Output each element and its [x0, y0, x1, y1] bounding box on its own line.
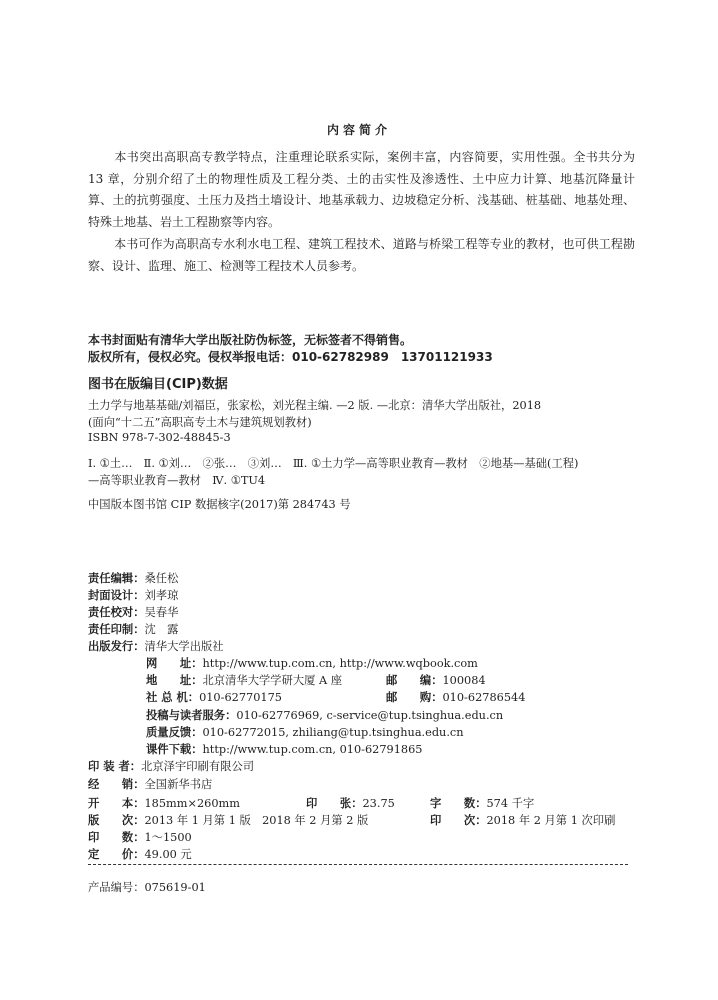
credit-address	[146, 672, 342, 688]
cip-isbn: ISBN 978-7-302-48845-3	[88, 431, 231, 444]
credit-switchboard-value: 010-62770175	[199, 691, 282, 704]
credit-word-count-value: 574 千字	[486, 797, 535, 810]
credit-print-run	[88, 829, 192, 845]
divider	[88, 864, 628, 865]
credit-courseware	[146, 741, 423, 757]
credit-cover-value: 刘孝琼	[144, 589, 179, 602]
credit-quality-feedback-value: 010-62772015, zhiliang@tup.tsinghua.edu.cn	[202, 726, 464, 739]
credit-submission-value: 010-62776969, c-service@tup.tsinghua.edu.cn	[236, 709, 504, 722]
credit-courseware-label: 课件下载：	[146, 743, 203, 756]
credit-website-label: 网 址：	[146, 657, 203, 670]
credit-editor	[88, 570, 178, 586]
product-code-value: 075619-01	[144, 881, 206, 894]
product-code	[88, 879, 206, 895]
credit-mail-order	[386, 689, 525, 705]
credit-format	[88, 795, 240, 811]
credit-publisher-label: 出版发行：	[88, 640, 145, 653]
credit-edition-value: 2013 年 1 月第 1 版 2018 年 2 月第 2 版	[144, 814, 369, 827]
credit-website-value: http://www.tup.com.cn, http://www.wqbook.com	[202, 657, 478, 670]
summary-title: 内容简介	[326, 123, 391, 137]
cip-series-line: (面向“十二五”高职高专土木与建筑规划教材)	[88, 416, 312, 429]
credit-address-value: 北京清华大学学研大厦 A 座	[202, 674, 343, 687]
credit-distributor-label: 经 销：	[88, 778, 145, 791]
credit-printer-label: 印 装 者：	[88, 760, 142, 773]
credit-sheets-value: 23.75	[362, 797, 395, 810]
cip-title-line: 土力学与地基基础/刘福臣，张家松，刘光程主编. —2 版. —北京：清华大学出版社，2018	[88, 399, 542, 412]
credit-submission-label: 投稿与读者服务：	[146, 709, 237, 722]
credit-impression-value: 2018 年 2 月第 1 次印刷	[486, 814, 616, 827]
credit-impression-label: 印 次：	[430, 814, 487, 827]
credit-distributor	[88, 776, 212, 792]
credit-format-label: 开 本：	[88, 797, 145, 810]
credit-printer-value: 北京泽宇印刷有限公司	[141, 760, 255, 773]
credit-submission	[146, 707, 503, 723]
credit-address-label: 地 址：	[146, 674, 203, 687]
credit-mail-order-value: 010-62786544	[442, 691, 526, 704]
credit-zip	[386, 672, 486, 688]
summary-paragraph-1-text: 本书突出高职高专教学特点，注重理论联系实际，案例丰富，内容简要，实用性强。全书共分为 13 章，分别介绍了土的物理性质及工程分类、土的击实性及渗透性、土中应力计算、地基沉降量计算、土的抗剪强度、土压力及挡土墙设计、地基承载力、边坡稳定分析、浅基础、桩基础、地基处理、特殊土地基、岩土工程勘察等内容。	[88, 150, 635, 230]
credit-printing	[88, 621, 178, 637]
credit-switchboard	[146, 689, 282, 705]
credit-word-count	[430, 795, 534, 811]
credit-sheets-label: 印 张：	[306, 797, 363, 810]
copyright-notice: 版权所有，侵权必究。侵权举报电话：010-62782989 13701121933	[88, 350, 493, 364]
cip-classification-2: —高等职业教育—教材 Ⅳ. ①TU4	[88, 474, 266, 487]
credit-zip-label: 邮 编：	[386, 674, 443, 687]
credit-courseware-value: http://www.tup.com.cn, 010-62791865	[202, 743, 423, 756]
credit-editor-label: 责任编辑：	[88, 572, 145, 585]
credit-website	[146, 655, 478, 671]
credit-mail-order-label: 邮 购：	[386, 691, 443, 704]
credit-edition	[88, 812, 368, 828]
credit-printing-label: 责任印制：	[88, 623, 145, 636]
credit-publisher	[88, 638, 224, 654]
credit-cover	[88, 587, 178, 603]
anti-counterfeit-notice: 本书封面贴有清华大学出版社防伪标签，无标签者不得销售。	[88, 333, 413, 347]
credit-switchboard-label: 社 总 机：	[146, 691, 200, 704]
summary-paragraph-2	[88, 234, 635, 277]
credit-cover-label: 封面设计：	[88, 589, 145, 602]
credit-distributor-value: 全国新华书店	[144, 778, 213, 791]
product-code-label: 产品编号：	[88, 881, 145, 894]
credit-proofreader-label: 责任校对：	[88, 606, 145, 619]
credit-proofreader-value: 吴春华	[144, 606, 179, 619]
credit-print-run-label: 印 数：	[88, 831, 145, 844]
credit-editor-value: 桑任松	[144, 572, 179, 585]
summary-paragraph-2-text: 本书可作为高职高专水利水电工程、建筑工程技术、道路与桥梁工程等专业的教材，也可供工程勘察、设计、监理、施工、检测等工程技术人员参考。	[88, 237, 635, 273]
credit-proofreader	[88, 604, 178, 620]
credit-price-value: 49.00 元	[144, 848, 192, 861]
credit-zip-value: 100084	[442, 674, 486, 687]
cip-classification-1: Ⅰ. ①土… Ⅱ. ①刘… ②张… ③刘… Ⅲ. ①土力学—高等职业教育—教材 ②地基—基础(工程)	[88, 457, 579, 470]
credit-word-count-label: 字 数：	[430, 797, 487, 810]
credit-impression	[430, 812, 615, 828]
cip-heading: 图书在版编目(CIP)数据	[88, 377, 228, 392]
credit-sheets	[306, 795, 395, 811]
summary-paragraph-1	[88, 147, 635, 234]
credit-edition-label: 版 次：	[88, 814, 145, 827]
credit-price-label: 定 价：	[88, 848, 145, 861]
cip-record-number: 中国版本图书馆 CIP 数据核字(2017)第 284743 号	[88, 498, 351, 511]
credit-publisher-value: 清华大学出版社	[144, 640, 224, 653]
credit-printer	[88, 758, 254, 774]
credit-quality-feedback	[146, 724, 464, 740]
credit-price	[88, 846, 192, 862]
credit-print-run-value: 1～1500	[144, 831, 192, 844]
credit-quality-feedback-label: 质量反馈：	[146, 726, 203, 739]
credit-format-value: 185mm×260mm	[144, 797, 240, 810]
credit-printing-value: 沈 露	[144, 623, 179, 636]
